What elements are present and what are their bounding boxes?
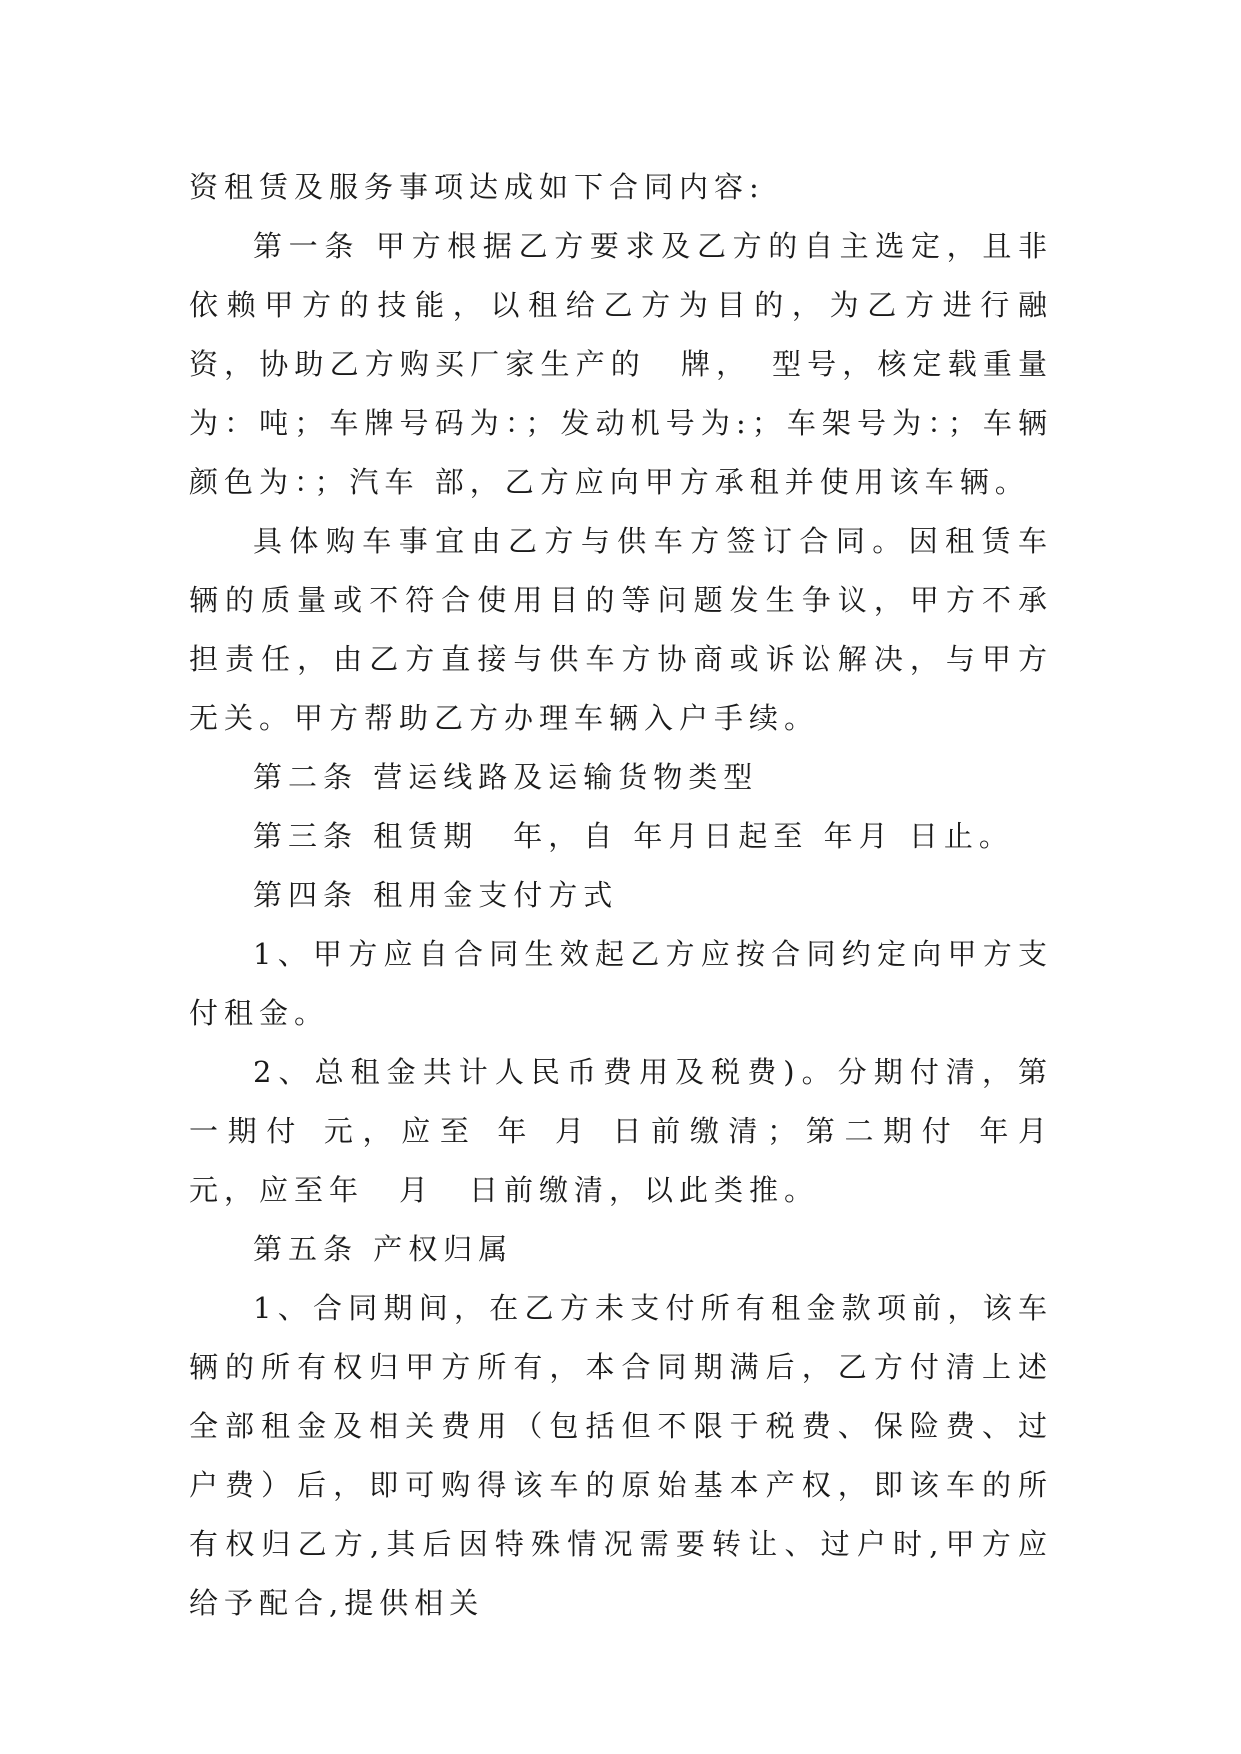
paragraph: 1、合同期间，在乙方未支付所有租金款项前，该车辆的所有权归甲方所有，本合同期满后，乙方付清上述全部租金及相关费用（包括但不限于税费、保险费、过户费）后，即可购得该车的原始基本产权，即该车的所有权归乙方,其后因特殊情况需要转让、过户时,甲方应给予配合,提供相关 (189, 1291, 1053, 1620)
paragraph: 具体购车事宜由乙方与供车方签订合同。因租赁车辆的质量或不符合使用目的等问题发生争议，甲方不承担责任，由乙方直接与供车方协商或诉讼解决，与甲方无关。甲方帮助乙方办理车辆入户手续。 (189, 524, 1053, 735)
paragraph-article-2: 第二条 营运线路及运输货物类型 (253, 760, 759, 794)
paragraph: 1、甲方应自合同生效起乙方应按合同约定向甲方支付租金。 (189, 937, 1053, 1030)
paragraph-article-5: 第五条 产权归属 (253, 1232, 514, 1266)
paragraph-article-4: 第四条 租用金支付方式 (253, 878, 619, 912)
paragraph-article-1: 第一条 甲方根据乙方要求及乙方的自主选定，且非依赖甲方的技能，以租给乙方为目的，为乙方进行融资，协助乙方购买厂家生产的 牌， 型号，核定载重量为：吨；车牌号码为：；发动机号为:；车架号为：；车辆颜色为：；汽车 部，乙方应向甲方承租并使用该车辆。 (189, 229, 1053, 499)
paragraph: 2、总租金共计人民币费用及税费)。分期付清，第一期付 元，应至 年 月 日前缴清；第二期付 年月 元，应至年 月 日前缴清，以此类推。 (189, 1055, 1089, 1207)
document-body (189, 158, 1089, 1633)
paragraph-article-3: 第三条 租赁期 年，自 年月日起至 年月 日止。 (253, 819, 1014, 853)
paragraph: 资租赁及服务事项达成如下合同内容: (189, 170, 765, 204)
